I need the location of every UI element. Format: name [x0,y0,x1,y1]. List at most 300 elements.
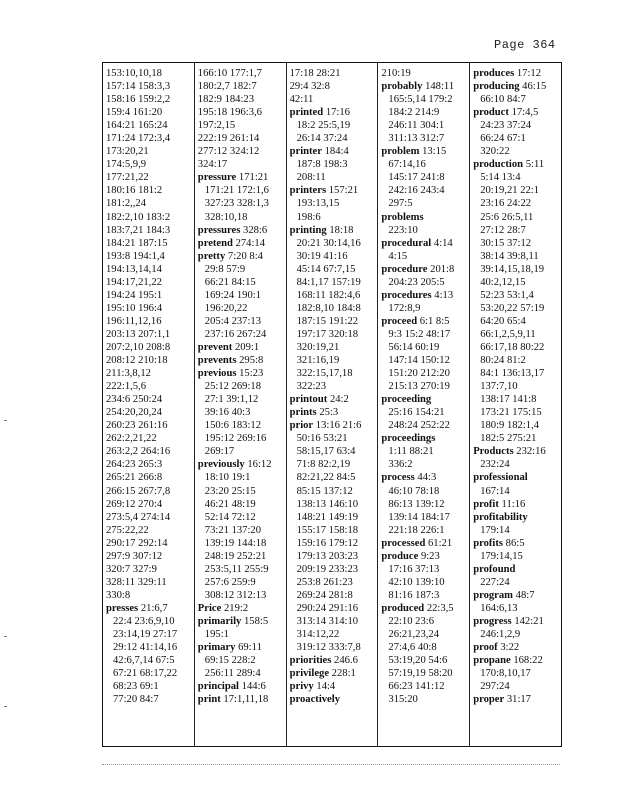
page-line-refs: 29:4 32:8 [289,81,330,93]
index-term: program [473,589,514,601]
page-line-refs: 180:16 181:2 [106,185,163,197]
page-line-refs: 73:21 137:20 [204,524,262,536]
page-line-refs: 179:14,15 [480,550,523,562]
index-reference-line [381,563,469,576]
page-line-refs: 215:13 270:19 [388,381,450,393]
page-line-refs: 173:21 175:15 [480,407,542,419]
index-reference-line [473,419,561,432]
index-reference-line [198,132,286,145]
page-line-refs: 263:2,2 264:16 [106,446,171,458]
index-entry [473,589,561,602]
index-reference-line [473,380,561,393]
index-entry [473,641,561,654]
page-line-refs: 151:20 212:20 [388,368,450,380]
page-line-refs: 66:23 141:12 [388,681,445,693]
index-reference-line [290,315,378,328]
index-reference-line [106,641,194,654]
page-line-refs: 269:12 270:4 [106,498,163,510]
page-line-refs: 157:21 [328,185,359,197]
index-reference-line [381,406,469,419]
page-line-refs: 148:11 [425,81,455,93]
scan-mark [4,706,7,707]
index-term: pressures [197,224,241,236]
index-column [378,63,470,746]
page-line-refs: 27:1 39:1,12 [204,394,259,406]
page-line-refs: 45:14 67:7,15 [296,263,356,275]
page-line-refs: 58:15,17 63:4 [296,446,356,458]
index-reference-line [290,67,378,80]
index-reference-line [473,485,561,498]
index-reference-line [473,224,561,237]
page-line-refs: 195:10 196:4 [106,302,163,314]
index-entry [473,693,561,706]
index-entry [290,419,378,432]
index-entry [381,145,469,158]
index-reference-line [106,184,194,197]
index-reference-line [106,445,194,458]
index-reference-line [106,537,194,550]
page-line-refs: 173:20,21 [106,146,149,158]
page-line-refs: 262:2,21,22 [106,433,157,445]
page-line-refs: 327:23 328:1,3 [204,198,269,210]
index-reference-line [290,628,378,641]
index-entry [290,145,378,158]
page-line-refs: 320:19,21 [296,341,340,353]
index-reference-line [381,576,469,589]
index-reference-line [290,367,378,380]
page-line-refs: 23:20 25:15 [204,485,256,497]
page-line-refs: 80:24 81:2 [480,355,526,367]
index-reference-line [106,485,194,498]
page-line-refs: 142:21 [514,615,544,627]
page-line-refs: 193:8 194:1,4 [106,250,165,262]
index-reference-line [106,550,194,563]
index-reference-line [106,406,194,419]
page-line-refs: 260:23 261:16 [106,420,168,432]
index-entry [198,641,286,654]
index-reference-line [290,237,378,250]
page-line-refs: 5:14 13:4 [480,172,521,184]
page-line-refs: 295:8 [239,355,264,367]
index-reference-line [198,511,286,524]
index-term: produces [473,68,515,79]
page-line-refs: 322:15,17,18 [296,368,353,380]
index-entry [198,615,286,628]
index-term: pressure [197,172,237,184]
page-line-refs: 71:8 82:2,19 [296,459,351,471]
page-line-refs: 169:24 190:1 [204,289,262,301]
page-line-refs: 205:4 237:13 [204,315,262,327]
page-line-refs: 246:1,2,9 [480,629,521,641]
index-reference-line [290,380,378,393]
page-line-refs: 15:23 [239,368,264,380]
page-line-refs: 31:17 [506,694,531,706]
index-term: principal [197,681,240,693]
page-line-refs: 18:2 25:5,19 [296,120,351,132]
index-reference-line [198,589,286,602]
page-line-refs: 194:13,14,14 [106,263,162,275]
index-reference-line [473,393,561,406]
index-reference-line [473,602,561,615]
index-reference-line [290,615,378,628]
page-line-refs: 308:12 312:13 [204,589,267,601]
page-line-refs: 187:15 191:22 [296,315,359,327]
index-reference-line [381,93,469,106]
page-line-refs: 324:17 [197,159,228,171]
index-term: pretty [197,250,226,262]
page-line-refs: 179:14 [480,524,510,536]
index-term: profit [473,498,499,510]
page-line-refs: 18:18 [329,224,354,236]
index-reference-line [473,93,561,106]
index-column [103,63,195,746]
page-line-refs: 328:6 [243,224,268,236]
index-reference-line [290,80,378,93]
index-term: Price [197,602,222,614]
index-reference-line [290,328,378,341]
page-line-refs: 194:17,21,22 [106,276,162,288]
page-line-refs: 179:13 203:23 [296,550,359,562]
page-line-refs: 320:22 [480,146,510,158]
index-reference-line [106,145,194,158]
index-entry [198,693,286,706]
index-reference-line [473,289,561,302]
index-reference-line [290,485,378,498]
index-reference-line [473,341,561,354]
index-term: proceed [381,315,418,327]
index-reference-line [106,341,194,354]
scan-mark [4,636,7,637]
index-reference-line [198,406,286,419]
index-reference-line [198,145,286,158]
index-reference-line [473,628,561,641]
page-line-refs: 150:6 183:12 [204,420,262,432]
page-line-refs: 266:15 267:7,8 [106,485,171,497]
index-term: printer [289,146,322,158]
index-reference-line [473,184,561,197]
index-entry [381,432,469,445]
page-line-refs: 69:11 [238,642,262,654]
page-line-refs: 39:16 40:3 [204,407,251,419]
page-line-refs: 297:5 [388,198,413,210]
index-reference-line [473,237,561,250]
page-line-refs: 237:16 267:24 [204,328,267,340]
index-entry [381,80,469,93]
index-term: progress [473,615,512,627]
page-line-refs: 66:1,2,5,9,11 [480,328,536,340]
index-reference-line [381,680,469,693]
index-reference-line [290,276,378,289]
index-reference-line [106,289,194,302]
index-reference-line [106,158,194,171]
page-line-refs: 321:16,19 [296,355,340,367]
page-line-refs: 315:20 [388,694,418,706]
page-line-refs: 242:16 243:4 [388,185,445,197]
index-entry [290,393,378,406]
page-line-refs: 153:10,10,18 [106,68,162,79]
index-reference-line [381,615,469,628]
index-reference-line [198,576,286,589]
index-term: previously [197,459,245,471]
index-reference-line [198,432,286,445]
index-term: print [197,694,221,706]
page-line-refs: 158:5 [244,615,269,627]
index-reference-line [106,171,194,184]
page-line-refs: 211:3,8,12 [106,368,151,380]
page-line-refs: 29:8 57:9 [204,263,246,275]
index-reference-line [106,302,194,315]
index-entry [198,341,286,354]
index-entry [473,498,561,511]
index-reference-line [198,263,286,276]
index-column [470,63,561,746]
index-reference-line [106,80,194,93]
index-reference-line [198,106,286,119]
page-line-refs: 183:7,21 184:3 [106,224,171,236]
page-line-refs: 290:24 291:16 [296,602,359,614]
index-reference-line [381,106,469,119]
page-line-refs: 184:2 214:9 [388,107,440,119]
page-line-refs: 66:10 84:7 [480,94,526,106]
index-term: production [473,159,524,171]
index-reference-line [381,197,469,210]
page-line-refs: 196:20,22 [204,302,248,314]
page-number: Page 364 [494,38,556,52]
index-reference-line [473,145,561,158]
index-entry [290,654,378,667]
index-term: prints [289,407,317,419]
index-term: process [381,472,415,484]
page-line-refs: 46:21 48:19 [204,498,256,510]
page-line-refs: 269:24 281:8 [296,589,353,601]
index-reference-line [473,315,561,328]
index-reference-line [473,132,561,145]
page-line-refs: 67:21 68:17,22 [113,668,178,680]
page-line-refs: 182:9 184:23 [197,94,255,106]
page-line-refs: 234:6 250:24 [106,394,163,406]
index-entry [473,471,561,484]
index-term: proceedings [381,433,436,445]
index-term: procedure [381,263,428,275]
page-line-refs: 168:11 182:4,6 [296,289,361,301]
page-line-refs: 66:24 67:1 [480,133,526,145]
page-line-refs: 221:18 226:1 [388,524,445,536]
page-line-refs: 184:21 187:15 [106,237,168,249]
page-line-refs: 167:14 [480,485,510,497]
page-line-refs: 193:13,15 [296,198,340,210]
index-reference-line [198,628,286,641]
page-line-refs: 9:23 [420,550,440,562]
index-reference-line [198,419,286,432]
page-line-refs: 248:19 252:21 [204,550,267,562]
index-entry [381,237,469,250]
index-reference-line [381,589,469,602]
page-line-refs: 50:16 53:21 [296,433,348,445]
page-line-refs: 82:21,22 84:5 [296,472,356,484]
page-line-refs: 85:15 137:12 [296,485,353,497]
page-line-refs: 196:11,12,16 [106,315,162,327]
page-line-refs: 77:20 84:7 [113,694,159,706]
page-line-refs: 208:12 210:18 [106,355,168,367]
index-entry [290,667,378,680]
index-reference-line [473,550,561,563]
page-line-refs: 64:20 65:4 [480,315,526,327]
index-reference-line [198,471,286,484]
index-reference-line [290,132,378,145]
index-term: previous [197,368,237,380]
page-line-refs: 336:2 [388,459,413,471]
page-line-refs: 227:24 [480,576,510,588]
index-entry [198,602,286,615]
page-line-refs: 195:12 269:16 [204,433,267,445]
index-reference-line [290,289,378,302]
page-line-refs: 314:12,22 [296,629,340,641]
page-line-refs: 138:17 141:8 [480,394,537,406]
index-entry [381,602,469,615]
index-reference-line [473,576,561,589]
page-line-refs: 18:10 19:1 [204,472,251,484]
index-reference-line [290,432,378,445]
page-line-refs: 164:21 165:24 [106,120,168,132]
page-line-refs: 166:10 177:1,7 [197,68,262,79]
index-entry [290,106,378,119]
index-entry [198,680,286,693]
index-reference-line [381,184,469,197]
page-line-refs: 158:16 159:2,2 [106,94,171,106]
index-reference-line [381,445,469,458]
page-line-refs: 269:17 [204,446,235,458]
page-line-refs: 253:5,11 255:9 [204,563,269,575]
index-reference-line [290,511,378,524]
index-term: prevents [197,355,237,367]
index-reference-line [198,380,286,393]
page-line-refs: 16:12 [247,459,272,471]
index-reference-line [290,498,378,511]
page-line-refs: 222:19 261:14 [197,133,260,145]
page-line-refs: 38:14 39:8,11 [480,250,539,262]
index-term: priorities [289,655,332,667]
index-reference-line [290,602,378,615]
page-line-refs: 27:12 28:7 [480,224,526,236]
index-reference-line [106,106,194,119]
index-reference-line [106,67,194,80]
page-line-refs: 26:14 37:24 [296,133,348,145]
index-entry [198,354,286,367]
index-reference-line [290,119,378,132]
index-entry [381,471,469,484]
page-line-refs: 228:1 [331,668,356,680]
index-reference-line [381,380,469,393]
index-reference-line [106,315,194,328]
index-reference-line [198,119,286,132]
page-line-refs: 39:14,15,18,19 [480,263,545,275]
page-line-refs: 53:19,20 54:6 [388,655,448,667]
index-reference-line [290,302,378,315]
index-term: proceeding [381,394,432,406]
page-line-refs: 7:20 8:4 [227,250,263,262]
index-reference-line [381,485,469,498]
page-line-refs: 209:1 [234,341,260,353]
page-line-refs: 290:17 292:14 [106,537,168,549]
index-reference-line [106,432,194,445]
index-reference-line [198,667,286,680]
index-reference-line [473,250,561,263]
page-line-refs: 6:1 8:5 [419,315,450,327]
index-reference-line [290,341,378,354]
index-term: proof [473,642,498,654]
index-entry [381,393,469,406]
index-reference-line [473,171,561,184]
index-entry [381,289,469,302]
index-reference-line [381,119,469,132]
index-term: printed [289,107,324,119]
index-reference-line [473,458,561,471]
index-reference-line [473,211,561,224]
index-reference-line [106,693,194,706]
index-reference-line [381,67,469,80]
page-line-refs: 44:3 [417,472,437,484]
index-reference-line [106,250,194,263]
page-line-refs: 86:13 139:12 [388,498,445,510]
index-reference-line [106,211,194,224]
page-line-refs: 203:13 207:1,1 [106,328,171,340]
index-reference-line [290,524,378,537]
page-line-refs: 25:16 154:21 [388,407,445,419]
page-line-refs: 42:10 139:10 [388,576,445,588]
index-term: privy [289,681,314,693]
index-reference-line [106,380,194,393]
page-line-refs: 1:11 88:21 [388,446,434,458]
index-term: producing [473,81,520,93]
index-reference-line [381,511,469,524]
page-line-refs: 171:21 172:1,6 [204,185,269,197]
page-line-refs: 137:7,10 [480,381,518,393]
index-term: pretend [197,237,233,249]
page-line-refs: 61:21 [428,537,453,549]
page-line-refs: 210:19 [381,68,411,79]
index-entry [290,680,378,693]
index-reference-line [290,471,378,484]
page-line-refs: 208:11 [296,172,326,184]
page-line-refs: 148:21 149:19 [296,511,359,523]
page-line-refs: 11:16 [501,498,526,510]
index-entry [381,211,469,224]
page-line-refs: 48:7 [515,589,535,601]
index-reference-line [381,132,469,145]
page-line-refs: 209:19 233:23 [296,563,359,575]
index-reference-line [290,550,378,563]
index-reference-line [198,498,286,511]
index-entry [473,158,561,171]
index-term: primary [197,642,236,654]
page-line-refs: 67:14,16 [388,159,426,171]
page-line-refs: 164:6,13 [480,602,518,614]
index-reference-line [381,158,469,171]
page-line-refs: 219:2 [223,602,249,614]
page-line-refs: 181:2,,24 [106,198,147,210]
page-line-refs: 159:16 179:12 [296,537,359,549]
index-reference-line [198,302,286,315]
page-line-refs: 13:16 21:6 [315,420,362,432]
page-line-refs: 17:16 [325,107,350,119]
page-line-refs: 195:18 196:3,6 [197,107,262,119]
page-line-refs: 320:7 327:9 [106,563,157,575]
page-line-refs: 20:21 30:14,16 [296,237,361,249]
page-line-refs: 21:6,7 [140,602,168,614]
page-line-refs: 53:20,22 57:19 [480,302,545,314]
index-entry [381,550,469,563]
index-reference-line [290,211,378,224]
